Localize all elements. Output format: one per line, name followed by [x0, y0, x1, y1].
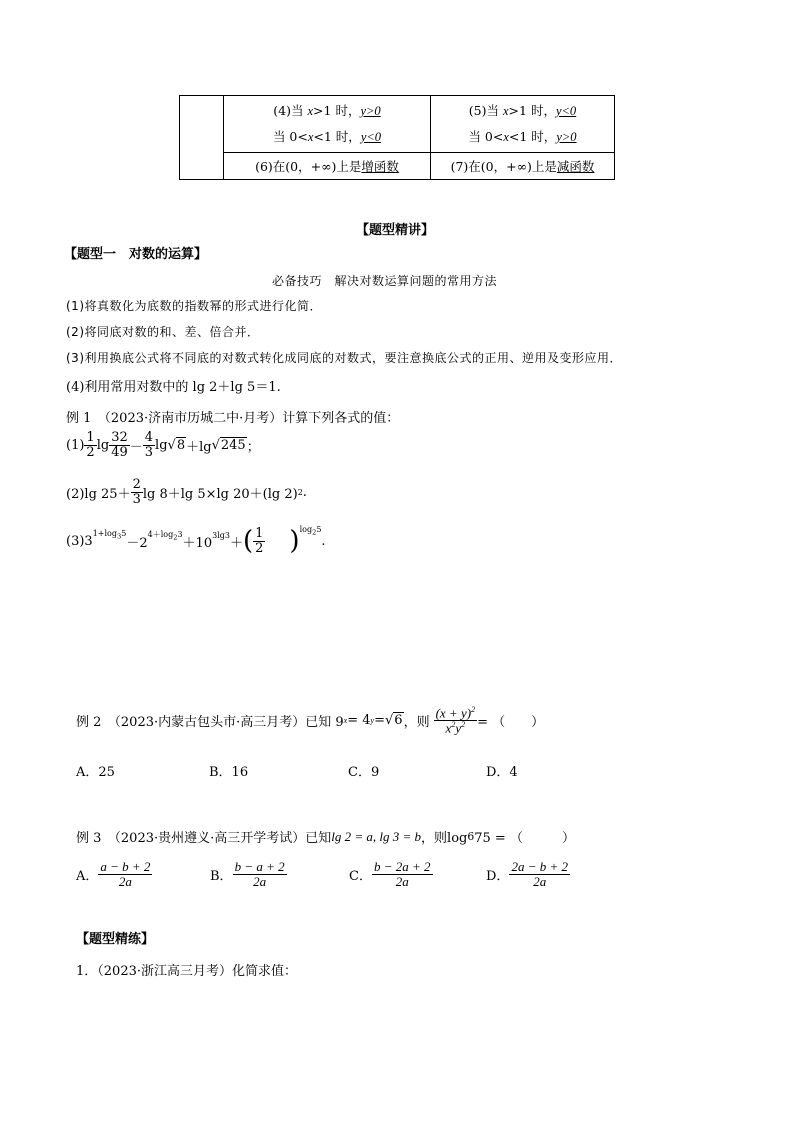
- method-2: (2)将同底对数的和、差、倍合并．: [66, 325, 260, 339]
- skill-title: 必备技巧 解决对数运算问题的常用方法: [272, 274, 498, 288]
- table-cell-5: (5)当 x>1 时，y<0 当 0<x<1 时，y>0: [431, 96, 615, 153]
- table-cell-4-5: (4)当 x>1 时，y>0 当 0<x<1 时，y<0: [224, 96, 431, 153]
- method-1: (1)将真数化为底数的指数幂的形式进行化简．: [66, 299, 322, 313]
- practice-item-1: 1．（2023·浙江高三月考）化简求值：: [76, 964, 297, 979]
- ex2-option-a: A．25: [76, 765, 115, 780]
- section-title: 【题型精讲】: [356, 223, 435, 238]
- table-cell-6: (6)在(0，+∞)上是增函数: [224, 152, 431, 179]
- type1-title: 【题型一 对数的运算】: [64, 247, 208, 262]
- table-cell-7: (7)在(0，+∞)上是减函数: [431, 152, 615, 179]
- table-left-cell: [180, 96, 224, 180]
- method-3: (3)利用换底公式将不同底的对数式转化成同底的对数式，要注意换底公式的正用、逆用及变形应用．: [66, 351, 623, 365]
- example-1-part-1: (1) $\frac{1}{2}$ lg $\frac{32}{49}$ － $\frac{4}{3}$ lg √ 8 ＋lg √ 245 ；: [66, 430, 260, 460]
- ex2-option-d: D．4: [486, 765, 518, 780]
- example-2: 例 2 （2023·内蒙古包头市·高三月考）已知 9 x = 4 y = √ 6 ，则 $\frac{(x + y)^2}{x^2y^2}$ = （ ）: [76, 705, 545, 736]
- ex3-option-a: A． $\frac{a - b + 2}{2a}$: [76, 859, 151, 889]
- ex3-option-d: D． $\frac{2a - b + 2}{2a}$: [486, 859, 568, 889]
- practice-title: 【题型精练】: [76, 932, 155, 947]
- ex3-option-b: B． $\frac{b - a + 2}{2a}$: [210, 859, 285, 889]
- example-1-part-2: (2)lg 25＋ $\frac{2}{3}$ lg 8＋lg 5×lg 20＋(lg 2) 2 .: [66, 477, 307, 507]
- example-1-label: 例 1 （2023·济南市历城二中·月考）计算下列各式的值：: [66, 411, 400, 426]
- log-properties-table: [179, 95, 615, 180]
- example-1-part-3: (3)3 $^{1+log_35}$ －2 $^{4+log_23}$ ＋10 $^{3lg3}$ ＋ ( $\frac{1}{2}$ ) $^{log_25}$ .: [66, 525, 326, 557]
- example-3: 例 3 （2023·贵州遵义·高三开学考试）已知 lg 2 = a, lg 3 = b ，则log 6 75 = （ ）: [76, 828, 575, 846]
- ex2-option-b: B．16: [209, 765, 249, 780]
- ex3-option-c: C． $\frac{b - 2a + 2}{2a}$: [349, 859, 431, 889]
- method-4: (4)利用常用对数中的 lg 2＋lg 5＝1.: [66, 380, 281, 395]
- ex2-option-c: C．9: [348, 765, 380, 780]
